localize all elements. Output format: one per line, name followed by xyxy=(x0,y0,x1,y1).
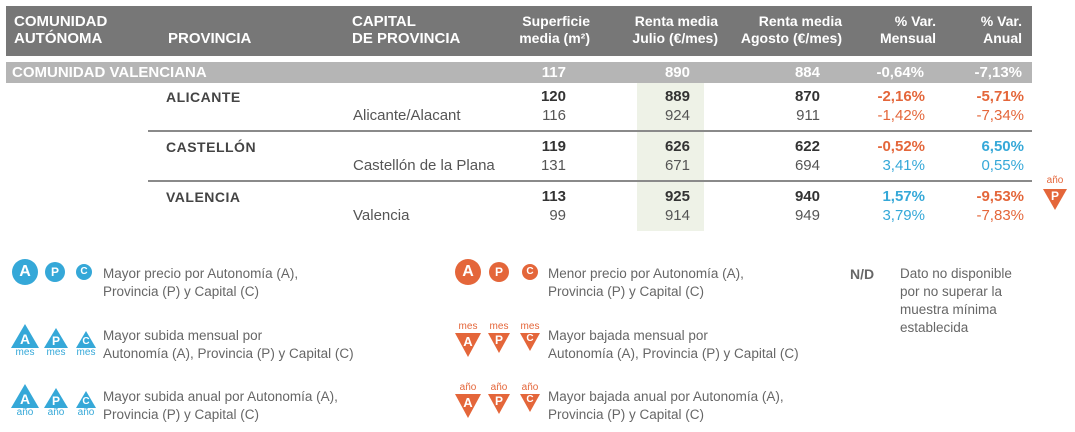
province-anual: 6,50% xyxy=(981,138,1024,155)
monthly-up-c-icon: C mes xyxy=(74,330,98,360)
header-capital: CAPITAL DE PROVINCIA xyxy=(352,13,461,47)
province-anual: -5,71% xyxy=(976,88,1024,105)
community-mensual: -0,64% xyxy=(876,64,924,81)
capital-anual: 0,55% xyxy=(981,157,1024,174)
capital-anual: -7,34% xyxy=(976,107,1024,124)
capital-superficie: 131 xyxy=(540,157,566,174)
header-superficie: Superficie media (m²) xyxy=(519,13,590,46)
annual-down-c-icon: año C xyxy=(519,383,541,415)
high-price-a-icon: A xyxy=(12,259,38,285)
province-agosto: 870 xyxy=(794,88,820,105)
low-price-c-icon: C xyxy=(522,264,538,280)
row-divider xyxy=(148,180,1032,182)
capital-agosto: 694 xyxy=(794,157,820,174)
capital-julio: 914 xyxy=(664,207,690,224)
legend-low-price: Menor precio por Autonomía (A), Provincia (P) y Capital (C) xyxy=(548,266,744,299)
legend-annual-up: Mayor subida anual por Autonomía (A), Provincia (P) y Capital (C) xyxy=(103,389,338,422)
low-price-a-icon: A xyxy=(455,259,481,285)
province-name: ALICANTE xyxy=(166,89,241,105)
capital-name: Valencia xyxy=(353,207,410,224)
province-julio: 889 xyxy=(664,88,690,105)
legend-annual-down: Mayor bajada anual por Autonomía (A), Provincia (P) y Capital (C) xyxy=(548,389,784,422)
capital-agosto: 949 xyxy=(794,207,820,224)
legend-monthly-down: Mayor bajada mensual por Autonomía (A), Provincia (P) y Capital (C) xyxy=(548,328,799,361)
annual-up-c-icon: C año xyxy=(74,390,98,420)
nd-description: Dato no disponible por no superar la muestra mínima establecida xyxy=(900,266,1012,335)
province-superficie: 113 xyxy=(541,188,566,205)
header-julio: Renta media Julio (€/mes) xyxy=(632,13,718,46)
monthly-down-c-icon: mes C xyxy=(519,322,541,354)
high-price-c-icon: C xyxy=(76,264,92,280)
nd-label: N/D xyxy=(850,266,875,282)
monthly-down-p-icon: mes P xyxy=(487,322,511,356)
community-row xyxy=(6,62,1032,83)
capital-superficie: 99 xyxy=(549,207,566,224)
marker-letter: P xyxy=(1050,189,1059,203)
province-superficie: 119 xyxy=(541,138,566,155)
capital-julio: 671 xyxy=(664,157,690,174)
high-price-p-icon: P xyxy=(45,262,65,282)
capital-anual: -7,83% xyxy=(976,207,1024,224)
capital-name: Alicante/Alacant xyxy=(353,107,461,124)
community-julio: 890 xyxy=(664,64,690,81)
header-comunidad: COMUNIDAD AUTÓNOMA xyxy=(14,13,108,47)
capital-mensual: 3,79% xyxy=(882,207,925,224)
capital-julio: 924 xyxy=(664,107,690,124)
header-provincia: PROVINCIA xyxy=(168,30,252,47)
annual-up-a-icon: A año xyxy=(10,383,40,419)
province-mensual: -2,16% xyxy=(877,88,925,105)
province-superficie: 120 xyxy=(540,88,566,105)
annual-down-a-icon: año A xyxy=(454,383,482,419)
province-julio: 925 xyxy=(664,188,690,205)
community-agosto: 884 xyxy=(794,64,820,81)
row-divider xyxy=(148,130,1032,132)
province-mensual: -0,52% xyxy=(877,138,925,155)
table-header xyxy=(6,6,1032,56)
capital-mensual: 3,41% xyxy=(882,157,925,174)
capital-name: Castellón de la Plana xyxy=(353,157,495,174)
capital-superficie: 116 xyxy=(542,107,566,124)
province-julio: 626 xyxy=(664,138,690,155)
header-agosto: Renta media Agosto (€/mes) xyxy=(740,13,842,46)
annual-down-province-marker xyxy=(1042,176,1070,212)
annual-down-p-icon: año P xyxy=(487,383,511,417)
community-superficie: 117 xyxy=(541,64,566,81)
capital-mensual: -1,42% xyxy=(877,107,925,124)
header-anual: % Var. Anual xyxy=(980,13,1022,46)
ano-label: año xyxy=(1046,175,1064,186)
legend-high-price: Mayor precio por Autonomía (A), Provincia (P) y Capital (C) xyxy=(103,266,299,299)
annual-up-p-icon: P año xyxy=(43,387,69,419)
province-name: VALENCIA xyxy=(166,189,241,205)
province-agosto: 940 xyxy=(794,188,820,205)
province-name: CASTELLÓN xyxy=(166,139,257,155)
community-name: COMUNIDAD VALENCIANA xyxy=(12,64,207,81)
header-mensual: % Var. Mensual xyxy=(879,13,936,46)
capital-agosto: 911 xyxy=(796,107,820,124)
province-agosto: 622 xyxy=(794,138,820,155)
monthly-up-a-icon: A mes xyxy=(10,323,40,359)
province-anual: -9,53% xyxy=(976,188,1024,205)
monthly-down-a-icon: mes A xyxy=(454,322,482,358)
low-price-p-icon: P xyxy=(489,262,509,282)
community-anual: -7,13% xyxy=(974,64,1022,81)
monthly-up-p-icon: P mes xyxy=(43,327,69,359)
province-mensual: 1,57% xyxy=(882,188,925,205)
legend-monthly-up: Mayor subida mensual por Autonomía (A), Provincia (P) y Capital (C) xyxy=(103,328,354,361)
